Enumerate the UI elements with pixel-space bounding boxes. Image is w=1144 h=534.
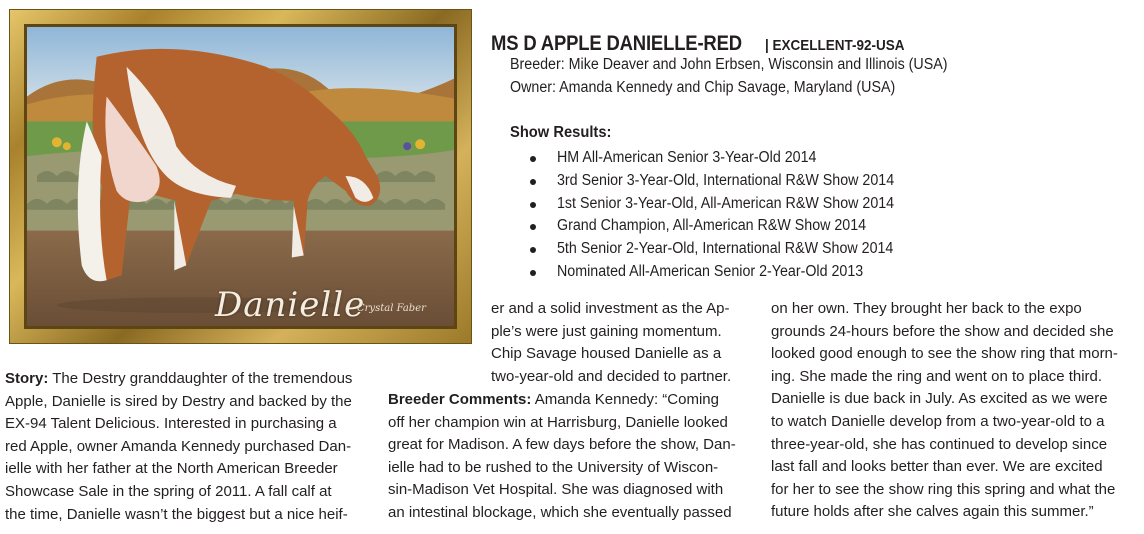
show-results-heading: Show Results:: [510, 124, 612, 141]
story-line: ielle with her father at the North American Breeder: [5, 460, 338, 478]
list-item: 3rd Senior 3-Year-Old, International R&W Show 2014: [528, 170, 923, 193]
body-line: on her own. They brought her back to the expo: [771, 300, 1082, 317]
body-line: for her to see the show ring this spring and what the: [771, 480, 1116, 498]
middle-column-top: [491, 298, 749, 388]
story-column: [5, 368, 362, 526]
body-line: sin-Madison Vet Hospital. She was diagnosed with: [388, 481, 724, 499]
body-line: grounds 24-hours before the show and decided she: [771, 322, 1114, 340]
body-line: future holds after she calves again this summer.”: [771, 503, 1094, 521]
bullet-icon: [530, 247, 536, 253]
list-item: 5th Senior 2-Year-Old, International R&W Show 2014: [528, 238, 923, 261]
bullet-icon: [530, 270, 536, 276]
classification: | EXCELLENT-92-USA: [765, 37, 905, 54]
bullet-icon: [530, 156, 536, 162]
right-column: [771, 298, 1133, 524]
body-line: ielle had to be rushed to the University of Wiscon-: [388, 458, 719, 476]
body-line: looked good enough to see the show ring that morn-: [771, 345, 1118, 363]
story-line: Story: The Destry granddaughter of the tremendous: [5, 370, 353, 387]
list-item: Nominated All-American Senior 2-Year-Old 2013: [528, 261, 923, 284]
title-row: [491, 32, 905, 56]
owner-line: Owner: Amanda Kennedy and Chip Savage, Maryland (USA): [510, 79, 896, 96]
story-label: Story:: [5, 370, 49, 387]
cow-photo: [24, 24, 457, 329]
body-line: great for Madison. A few days before the show, Dan-: [388, 436, 736, 454]
story-line: the time, Danielle wasn’t the biggest but a nice heif-: [5, 505, 348, 523]
body-line: off her champion win at Harrisburg, Danielle looked: [388, 413, 728, 431]
middle-column-bottom: [388, 389, 748, 525]
story-line: Apple, Danielle is sired by Destry and backed by the: [5, 392, 352, 410]
body-line: Breeder Comments: Amanda Kennedy: “Coming: [388, 391, 719, 408]
show-results-list: [528, 147, 923, 284]
list-item: Grand Champion, All-American R&W Show 2014: [528, 215, 923, 238]
list-item: 1st Senior 3-Year-Old, All-American R&W Show 2014: [528, 193, 923, 216]
bullet-icon: [530, 224, 536, 230]
cow-illustration: [27, 27, 454, 326]
bullet-icon: [530, 202, 536, 208]
body-line: last fall and looks better than ever. We are excited: [771, 458, 1103, 476]
body-line: to watch Danielle develop from a two-year-old to a: [771, 412, 1105, 430]
photo-signature: Danielle: [215, 285, 366, 325]
breeder-comments-label: Breeder Comments:: [388, 391, 532, 408]
breeder-line: Breeder: Mike Deaver and John Erbsen, Wisconsin and Illinois (USA): [510, 56, 948, 73]
story-line: red Apple, owner Amanda Kennedy purchased Dan-: [5, 437, 352, 455]
body-line: er and a solid investment as the Ap-: [491, 300, 730, 317]
story-line: Showcase Sale in the spring of 2011. A fall calf at: [5, 482, 332, 500]
list-item: HM All-American Senior 3-Year-Old 2014: [528, 147, 923, 170]
bullet-icon: [530, 179, 536, 185]
body-line: Danielle is due back in July. As excited as we were: [771, 390, 1108, 408]
cow-name: MS D APPLE DANIELLE-RED: [491, 32, 742, 55]
body-line: ple’s were just gaining momentum.: [491, 322, 722, 340]
body-line: two-year-old and decided to partner.: [491, 367, 732, 385]
body-line: Chip Savage housed Danielle as a: [491, 345, 722, 363]
story-line: EX-94 Talent Delicious. Interested in purchasing a: [5, 415, 337, 433]
body-line: three-year-old, she has continued to develop since: [771, 435, 1108, 453]
photo-frame: [9, 9, 472, 344]
body-line: ing. She made the ring and went on to place third.: [771, 367, 1103, 385]
body-line: an intestinal blockage, which she eventually passed: [388, 503, 732, 521]
photo-artist-credit: Crystal Faber: [357, 303, 426, 314]
